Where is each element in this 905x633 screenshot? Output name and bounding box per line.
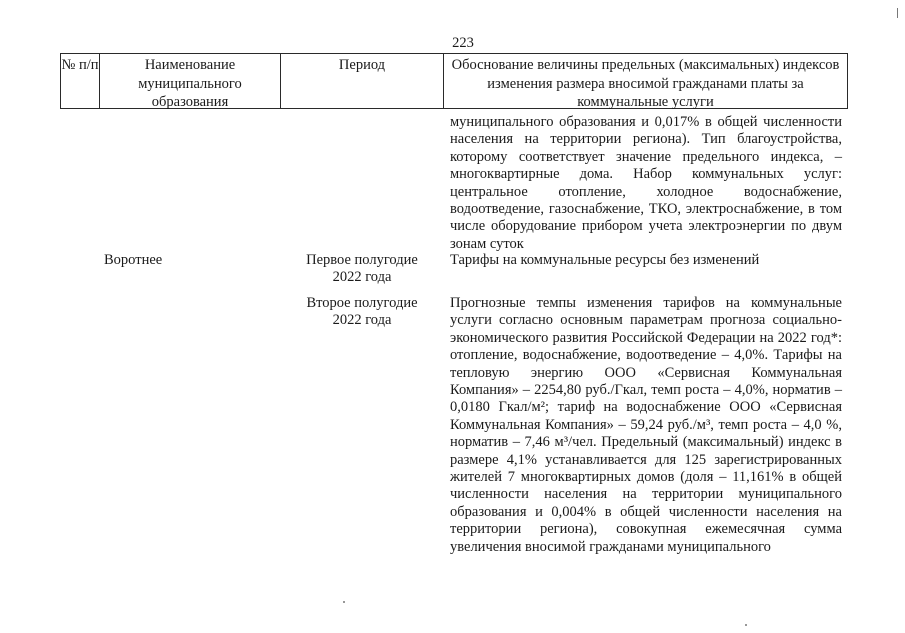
row-2-period: Первое полугодие 2022 года <box>306 252 418 286</box>
header-number: № п/п <box>61 54 100 108</box>
header-period: Период <box>281 54 444 108</box>
header-justification: Обоснование величины предельных (максимальных) индексов изменения размера вносимой гражданами платы за коммунальные услуги <box>451 57 840 110</box>
row-2-justification: Тарифы на коммунальные ресурсы без изменений <box>450 252 760 268</box>
header-municipality: Наименование муниципального образования <box>100 54 281 108</box>
scan-speck <box>745 624 747 626</box>
table-header <box>60 53 848 109</box>
page-number: 223 <box>452 35 474 51</box>
scan-edge-mark <box>897 8 898 18</box>
row-1-justification: муниципального образования и 0,017% в общей численности населения на территории региона). Тип благоустройства, которому соответствует значение предельного индекса, – многоквартирные дома. Набор коммунальных услуг: центральное отопление, холодное водоснабжение, водоотведение, газоснабжение, ТКО, электроснабжение, в том числе оборудование прибором учета электроэнергии по двум зонам суток <box>450 114 842 252</box>
row-3-justification: Прогнозные темпы изменения тарифов на коммунальные услуги согласно основным параметрам прогноза социально-экономического развития Российской Федерации на 2022 год*: отопление, водоснабжение, водоотведение – 4,0%. Тарифы на тепловую энергию ООО «Сервисная Коммунальная Компания» – 2254,80 руб./Гкал, темп роста – 4,0%, норматив – 0,0180 Гкал/м²; тариф на водоснабжение ООО «Сервисная Коммунальная Компания» – 59,24 руб./м³, темп роста – 4,0 %, норматив – 7,46 м³/чел. Предельный (максимальный) индекс в размере 4,1% устанавливается для 125 зарегистрированных жителей 7 многоквартирных домов (доля – 11,161% в общей численности населения на территории муниципального образования и 0,004% в общей численности населения на территории региона), совокупная ежемесячная сумма увеличения вносимой гражданами муниципального <box>450 295 842 555</box>
row-3-period: Второе полугодие 2022 года <box>306 295 418 329</box>
row-2-municipality: Воротнее <box>104 252 163 268</box>
scan-speck <box>343 601 345 603</box>
